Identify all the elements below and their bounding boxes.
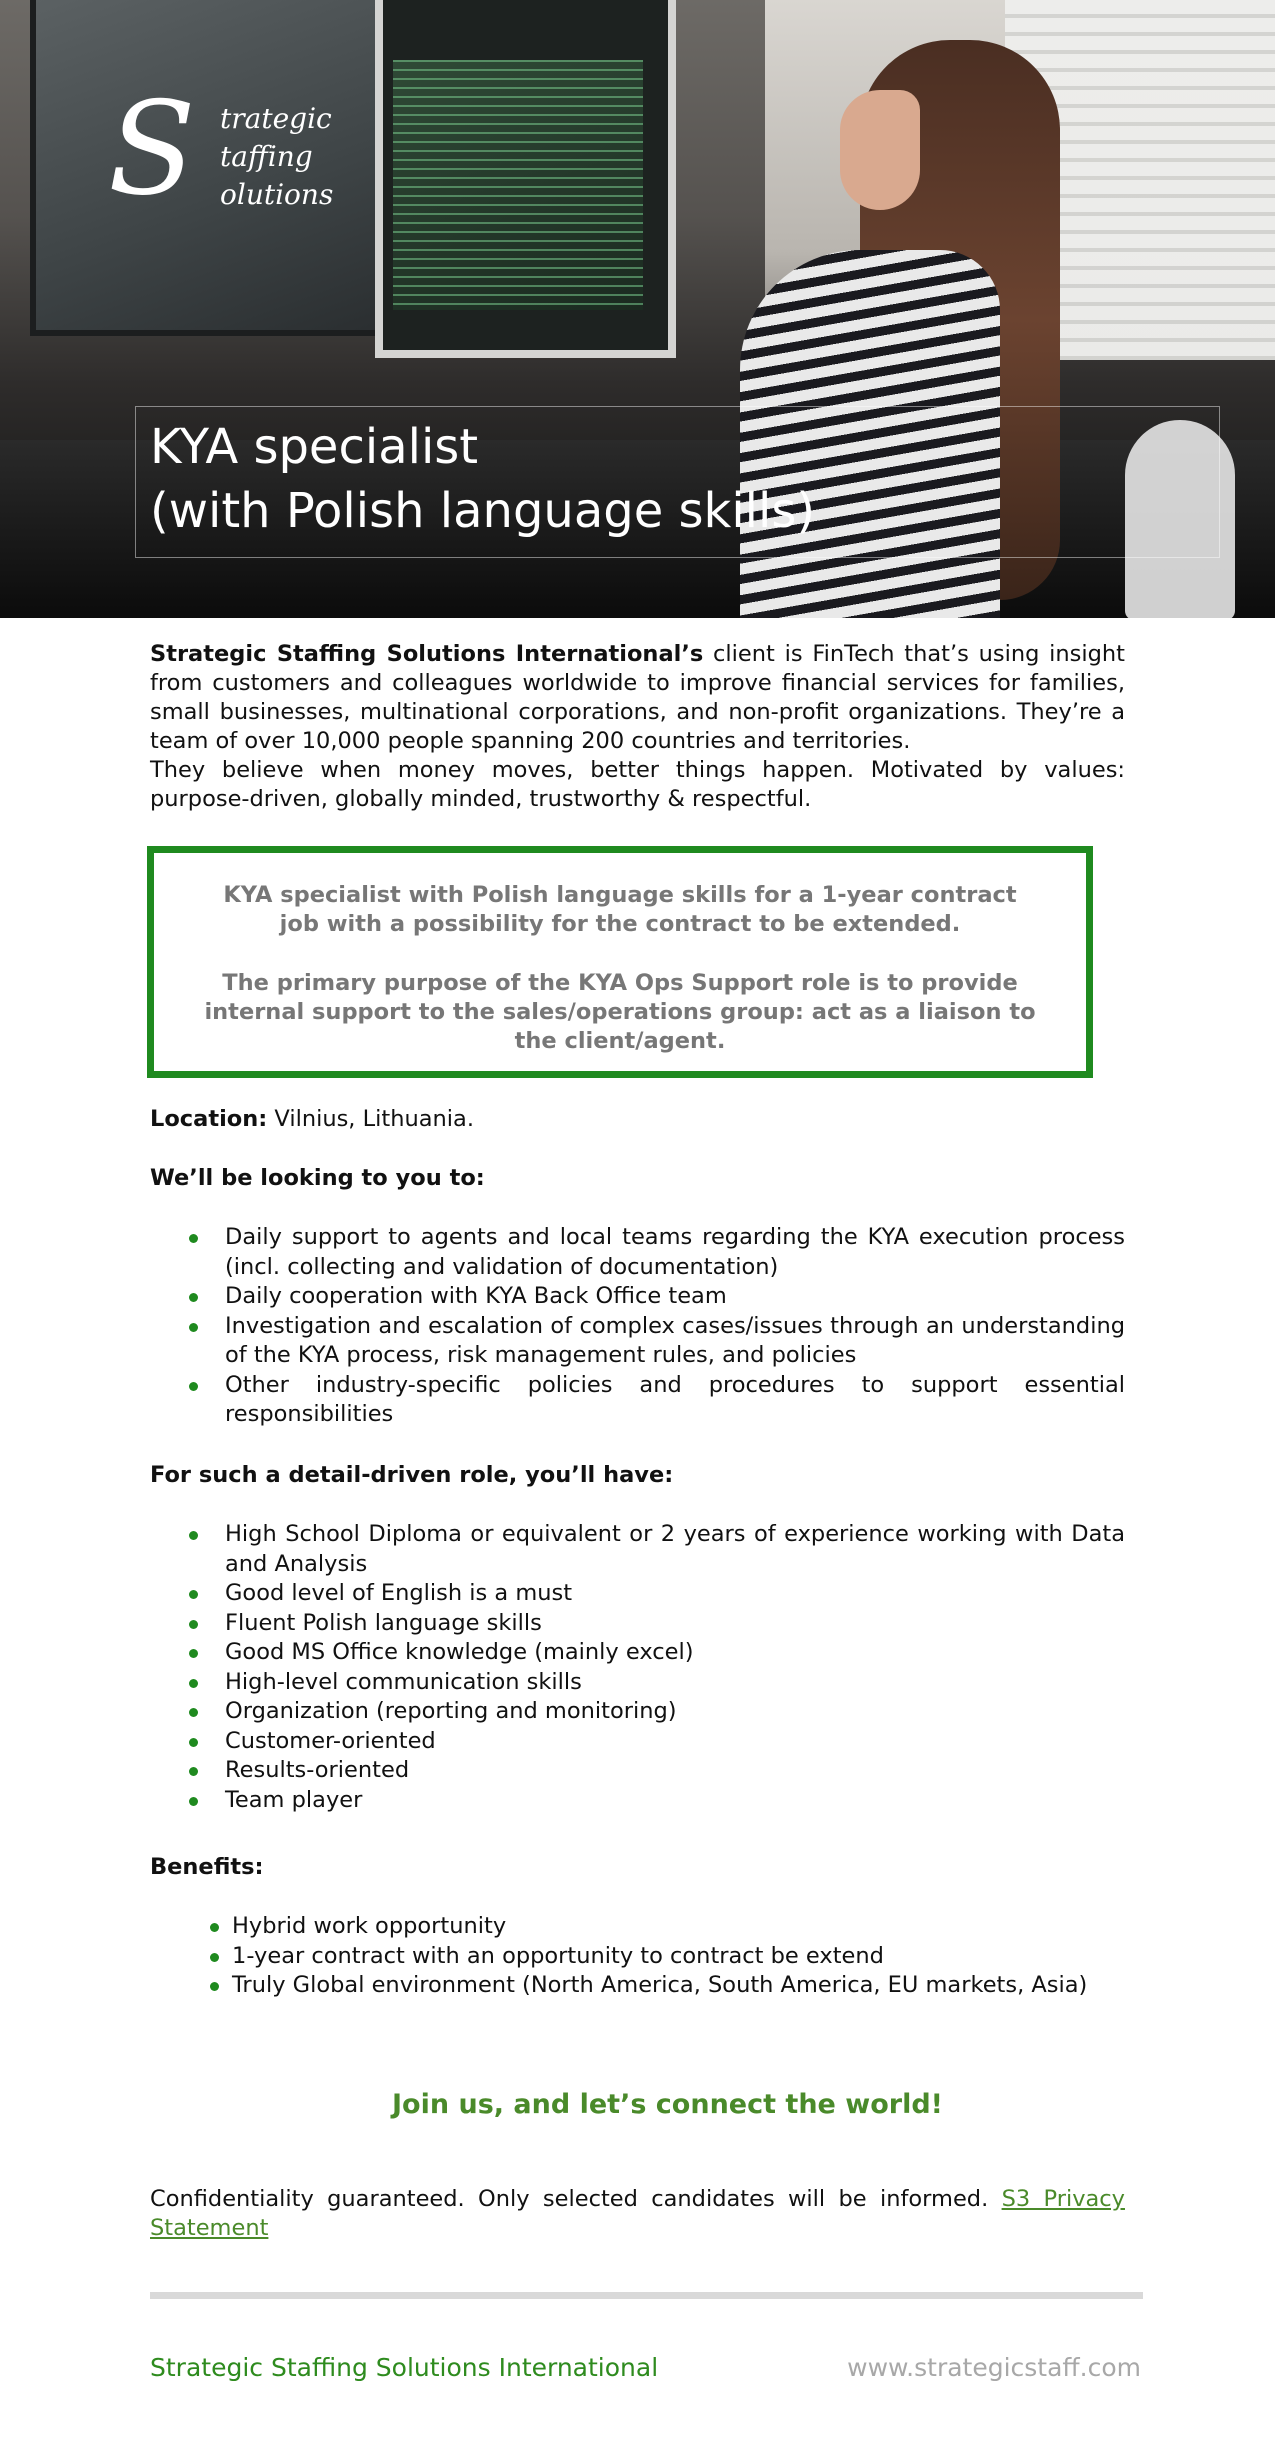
company-logo [108, 75, 334, 232]
list-item: Truly Global environment (North America, South America, EU markets, Asia) [150, 1971, 1125, 2001]
list-item: Organization (reporting and monitoring) [150, 1697, 1125, 1727]
hero-photo-monitor-right [375, 0, 676, 358]
page-title-line: (with Polish language skills) [150, 483, 816, 539]
list-item: Hybrid work opportunity [150, 1912, 1125, 1942]
location-value: Vilnius, Lithuania. [267, 1106, 474, 1132]
hero-banner [0, 0, 1275, 618]
page-title-line: KYA specialist [150, 419, 479, 475]
list-item: Customer-oriented [150, 1727, 1125, 1757]
hero-photo-face [840, 90, 920, 210]
duties-list [150, 1223, 1125, 1430]
footer-website-link[interactable]: www.strategicstaff.com [847, 2353, 1141, 2382]
role-summary-text: KYA specialist with Polish language skills for a 1-year contract job with a possibility for the contract to be extended. [223, 882, 1017, 937]
list-item: Good level of English is a must [150, 1579, 1125, 1609]
logo-wordmark [220, 100, 333, 214]
list-item: Daily cooperation with KYA Back Office team [150, 1282, 1125, 1312]
list-item: Other industry-specific policies and procedures to support essential responsibilities [150, 1371, 1125, 1430]
location-label: Location: [150, 1106, 268, 1132]
privacy-statement-link[interactable]: S3 Privacy Statement [150, 2186, 1125, 2241]
confidentiality-note [150, 2185, 1125, 2243]
list-item: Good MS Office knowledge (mainly excel) [150, 1638, 1125, 1668]
intro-company-name: Strategic Staffing Solutions International’s [150, 641, 704, 667]
list-item: Investigation and escalation of complex cases/issues through an understanding of the KYA process, risk management rules, and policies [150, 1312, 1125, 1371]
logo-line: trategic [220, 102, 332, 135]
intro-paragraph-values: They believe when money moves, better things happen. Motivated by values: purpose-driven, globally minded, trustworthy & respectful. [150, 757, 1125, 812]
benefits-heading: Benefits: [150, 1854, 264, 1880]
list-item: 1-year contract with an opportunity to contract be extend [150, 1942, 1125, 1972]
role-summary-box [147, 846, 1093, 1078]
list-item: High School Diploma or equivalent or 2 years of experience working with Data and Analysis [150, 1520, 1125, 1579]
location-line [150, 1105, 1125, 1134]
logo-line: taffing [220, 140, 313, 173]
list-item: Results-oriented [150, 1756, 1125, 1786]
qualifications-list [150, 1520, 1125, 1815]
duties-heading: We’ll be looking to you to: [150, 1165, 485, 1191]
list-item: High-level communication skills [150, 1668, 1125, 1698]
intro-paragraph [150, 640, 1125, 756]
page-title [150, 415, 815, 543]
role-purpose-text: The primary purpose of the KYA Ops Support role is to provide internal support to the sales/operations group: act as a liaison to the client/agent. [204, 970, 1036, 1054]
confidentiality-text: Confidentiality guaranteed. Only selected candidates will be informed. [150, 2186, 1002, 2212]
intro-section [150, 640, 1125, 814]
intro-text: client is FinTech that’s using insight from customers and colleagues worldwide to improve financial services for families, small businesses, multinational corporations, and non-profit organizations. They’re a team of over 10,000 people spanning 200 countries and territories. [150, 641, 1125, 754]
list-item: Fluent Polish language skills [150, 1609, 1125, 1639]
footer-company-name: Strategic Staffing Solutions International [150, 2353, 659, 2382]
list-item: Team player [150, 1786, 1125, 1816]
logo-line: olutions [220, 178, 334, 211]
footer-divider [150, 2292, 1143, 2299]
qualifications-heading: For such a detail-driven role, you’ll have: [150, 1462, 674, 1488]
call-to-action: Join us, and let’s connect the world! [392, 2089, 943, 2120]
hero-photo-screen [393, 60, 643, 310]
list-item: Daily support to agents and local teams regarding the KYA execution process (incl. collecting and validation of documentation) [150, 1223, 1125, 1282]
logo-monogram: S [108, 75, 196, 224]
benefits-list [150, 1912, 1125, 2001]
